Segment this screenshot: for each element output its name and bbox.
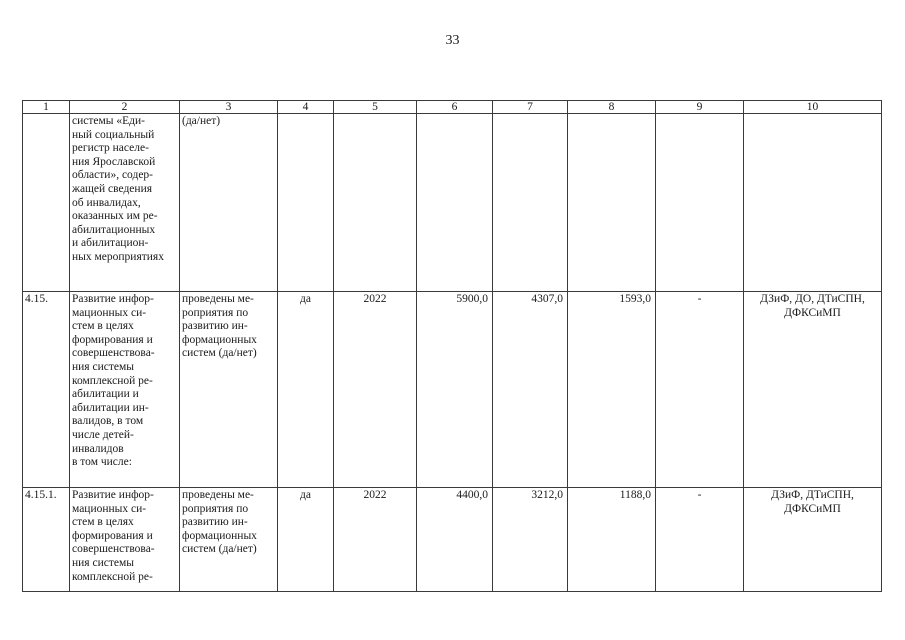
cell-col5 (334, 114, 417, 292)
cell-col4: да (278, 292, 334, 488)
header-cell: 10 (744, 101, 882, 114)
indicator: проведены ме- роприятия по развитию ин- формационных систем (да/нет) (180, 292, 278, 488)
activity-name: Развитие инфор- мационных си- стем в целях формирования и совершенствова- ния системы комплексной ре- (70, 488, 180, 592)
cell-col7: 4307,0 (493, 292, 568, 488)
cell-col8: 1593,0 (568, 292, 656, 488)
cell-col5: 2022 (334, 292, 417, 488)
row-number: 4.15. (23, 292, 70, 488)
cell-col10 (744, 114, 882, 292)
table-row (23, 488, 882, 592)
row-number (23, 114, 70, 292)
header-cell: 3 (180, 101, 278, 114)
cell-col10: ДЗиФ, ДО, ДТиСПН, ДФКСиМП (744, 292, 882, 488)
cell-col6 (417, 114, 493, 292)
cell-col9: - (656, 292, 744, 488)
cell-col9 (656, 114, 744, 292)
row-number: 4.15.1. (23, 488, 70, 592)
header-cell: 6 (417, 101, 493, 114)
activity-name: Развитие инфор- мационных си- стем в целях формирования и совершенствова- ния системы комплексной ре- абилитации и абилитации ин- валидов, в том числе детей- инвалидов в том числе: (70, 292, 180, 488)
cell-col10: ДЗиФ, ДТиСПН, ДФКСиМП (744, 488, 882, 592)
cell-col5: 2022 (334, 488, 417, 592)
header-cell: 8 (568, 101, 656, 114)
cell-col6: 5900,0 (417, 292, 493, 488)
header-cell: 1 (23, 101, 70, 114)
header-cell: 5 (334, 101, 417, 114)
cell-col7 (493, 114, 568, 292)
header-cell: 4 (278, 101, 334, 114)
cell-col9: - (656, 488, 744, 592)
header-row (23, 101, 882, 114)
table-row (23, 114, 882, 292)
indicator: (да/нет) (180, 114, 278, 292)
cell-col4: да (278, 488, 334, 592)
cell-col8 (568, 114, 656, 292)
indicator: проведены ме- роприятия по развитию ин- формационных систем (да/нет) (180, 488, 278, 592)
cell-col7: 3212,0 (493, 488, 568, 592)
header-cell: 7 (493, 101, 568, 114)
page-number: 33 (445, 33, 460, 48)
header-cell: 9 (656, 101, 744, 114)
header-cell: 2 (70, 101, 180, 114)
cell-col6: 4400,0 (417, 488, 493, 592)
table-row (23, 292, 882, 488)
cell-col4 (278, 114, 334, 292)
program-table (22, 100, 882, 592)
activity-name: системы «Еди- ный социальный регистр населе- ния Ярославской области», содер- жащей сведения об инвалидах, оказанных им ре- абилитационных и абилитацион- ных мероприятиях (70, 114, 180, 292)
cell-col8: 1188,0 (568, 488, 656, 592)
